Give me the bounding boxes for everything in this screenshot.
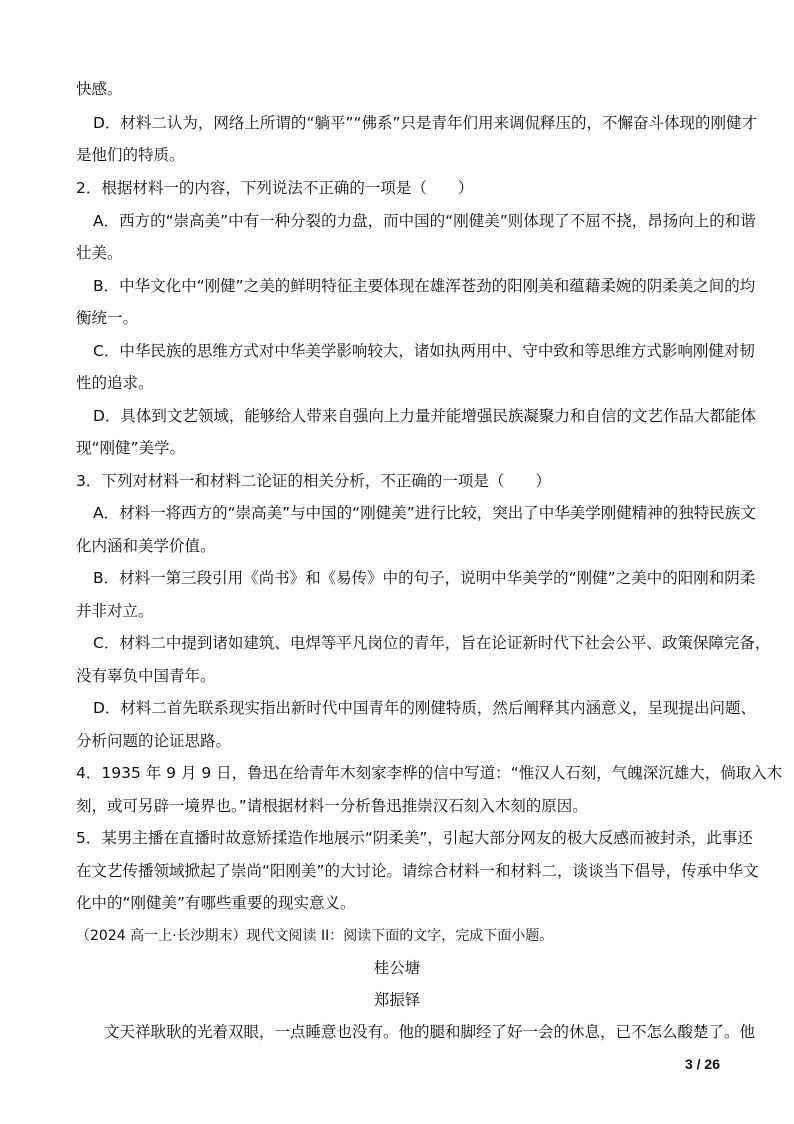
text-line: 是他们的特质。 [76, 146, 185, 164]
text-line: 现“刚健”美学。 [76, 439, 186, 457]
option-a-line: A．材料一将西方的“崇高美”与中国的“刚健美”进行比较，突出了中华美学刚健精神的独特民族文 [93, 504, 756, 522]
text-line: 没有辜负中国青年。 [76, 667, 216, 685]
passage-author: 郑振铎 [373, 991, 421, 1009]
option-d-line: D．材料二认为，网络上所谓的“躺平”“佛系”只是青年们用来调侃释压的，不懈奋斗体现的刚健才 [93, 114, 758, 132]
section-source: （2024 高一上·长沙期末）现代文阅读 II：阅读下面的文字，完成下面小题。 [76, 928, 554, 944]
question-5: 5．某男主播在直播时故意矫揉造作地展示“阴柔美”，引起大部分网友的极大反感而被封杀，此事还 [76, 829, 753, 847]
text-line: 分析问题的论证思路。 [76, 732, 232, 750]
text-line: 在文艺传播领域掀起了崇尚“阳刚美”的大讨论。请综合材料一和材料二，谈谈当下倡导，传承中华文 [76, 862, 759, 880]
passage-title: 桂公塘 [373, 959, 421, 977]
option-c-line: C．中华民族的思维方式对中华美学影响较大，诸如执两用中、守中致和等思维方式影响刚健对韧 [93, 342, 755, 360]
text-line: 刻，或可另辟一境界也。”请根据材料一分析鲁迅推崇汉石刻入木刻的原因。 [76, 797, 588, 815]
option-c-line: C．材料二中提到诸如建筑、电焊等平凡岗位的青年，旨在论证新时代下社会公平、政策保障完备， [93, 634, 771, 652]
option-b-line: B．中华文化中“刚健”之美的鲜明特征主要体现在雄浑苍劲的阳刚美和蕴藉柔婉的阴柔美之间的均 [93, 277, 756, 295]
page-number: 3 / 26 [684, 1056, 720, 1072]
text-line: 并非对立。 [76, 602, 154, 620]
text-line: 性的追求。 [76, 374, 154, 392]
question-2: 2．根据材料一的内容，下列说法不正确的一项是（ ） [76, 179, 474, 197]
option-d-line: D．具体到文艺领域，能够给人带来自强向上力量并能增强民族凝聚力和自信的文艺作品大都能体 [93, 407, 756, 425]
option-a-line: A．西方的“崇高美”中有一种分裂的力盘，而中国的“刚健美”则体现了不屈不挠，昂扬向上的和谐 [93, 212, 756, 230]
text-line: 衡统一。 [76, 309, 139, 327]
question-3: 3．下列对材料一和材料二论证的相关分析，不正确的一项是（ ） [76, 472, 551, 490]
text-line: 化中的“刚健美”有哪些重要的现实意义。 [76, 894, 356, 912]
question-4: 4．1935 年 9 月 9 日，鲁迅在给青年木刻家李桦的信中写道：“惟汉人石刻，气魄深沉雄大，倘取入木 [76, 764, 783, 782]
text-line: 化内涵和美学价值。 [76, 537, 216, 555]
passage-first-line: 文天祥耿耿的光着双眼，一点睡意也没有。他的腿和脚经了好一会的休息，已不怎么酸楚了。他 [104, 1023, 756, 1041]
text-line: 壮美。 [76, 244, 123, 262]
option-d-line: D．材料二首先联系现实指出新时代中国青年的刚健特质，然后阐释其内涵意义，呈现提出问题、 [93, 699, 756, 717]
text-line: 快感。 [76, 80, 123, 98]
option-b-line: B．材料一第三段引用《尚书》和《易传》中的句子，说明中华美学的“刚健”之美中的阳刚和阴柔 [93, 569, 756, 587]
